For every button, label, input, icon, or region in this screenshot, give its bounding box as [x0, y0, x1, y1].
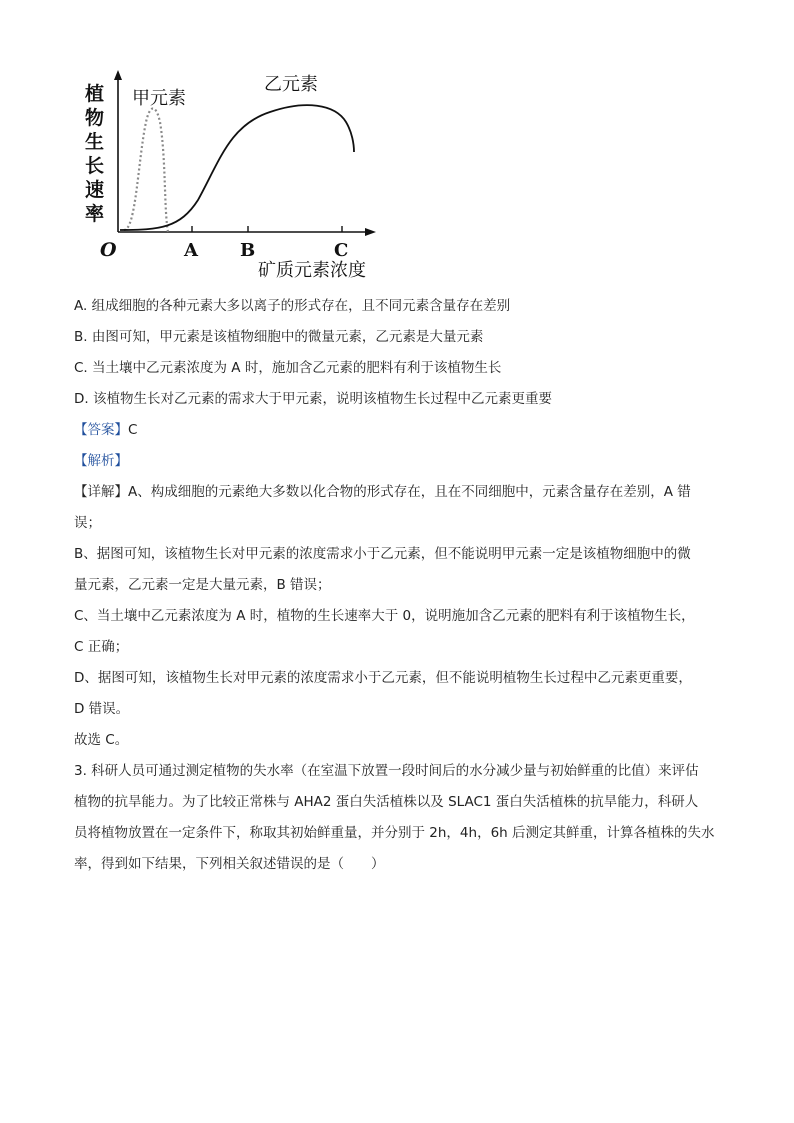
y-axis-arrow: [114, 70, 122, 80]
detail-p3-line1: C、当土壤中乙元素浓度为 A 时，植物的生长速率大于 0，说明施加含乙元素的肥料有利于该植物生长，: [74, 608, 695, 624]
series-yi-curve: [120, 105, 354, 230]
detail-tag: 【详解】: [74, 484, 128, 500]
question3-line1: 3. 科研人员可通过测定植物的失水率（在室温下放置一段时间后的水分减少量与初始鲜重的比值）来评估: [74, 763, 699, 779]
detail-p1-line2: 误；: [74, 515, 101, 531]
question3-line4: 率，得到如下结果，下列相关叙述错误的是（ ）: [74, 856, 385, 872]
detail-p4-line1: D、据图可知，该植物生长对甲元素的浓度需求小于乙元素，但不能说明植物生长过程中乙元素更重要，: [74, 670, 692, 686]
detail-p2-line1: B、据图可知，该植物生长对甲元素的浓度需求小于乙元素，但不能说明甲元素一定是该植物细胞中的微: [74, 546, 691, 562]
question3-line2: 植物的抗旱能力。为了比较正常株与 AHA2 蛋白失活植株以及 SLAC1 蛋白失活植株的抗旱能力，科研人: [74, 794, 699, 810]
analysis-tag: 【解析】: [74, 453, 128, 469]
y-label-char: 长: [85, 155, 105, 177]
answer-tag: 【答案】: [74, 422, 128, 438]
option-d: D. 该植物生长对乙元素的需求大于甲元素，说明该植物生长过程中乙元素更重要: [74, 391, 552, 407]
question3-line3: 员将植物放置在一定条件下，称取其初始鲜重量，并分别于 2h，4h，6h 后测定其鲜重，计算各植株的失水: [74, 825, 715, 841]
x-axis-arrow: [365, 228, 376, 236]
series-jia-curve: [124, 109, 168, 233]
detail-p4-line2: D 错误。: [74, 701, 130, 717]
y-label-char: 速: [85, 179, 105, 201]
option-c: C. 当土壤中乙元素浓度为 A 时，施加含乙元素的肥料有利于该植物生长: [74, 360, 502, 376]
y-label-char: 植: [85, 83, 105, 105]
detail-p3-line2: C 正确；: [74, 639, 129, 655]
series-yi-label: 乙元素: [264, 74, 318, 95]
option-a: A. 组成细胞的各种元素大多以离子的形式存在，且不同元素含量存在差别: [74, 298, 511, 314]
y-label-char: 生: [85, 131, 105, 153]
conclusion-line: 故选 C。: [74, 732, 129, 748]
tick-label-c: C: [334, 240, 349, 261]
answer-value: C: [128, 422, 138, 438]
detail-p2-line2: 量元素，乙元素一定是大量元素，B 错误；: [74, 577, 331, 593]
y-label-char: 物: [85, 107, 105, 129]
analysis-line: [74, 451, 128, 471]
detail-p1-text: A、构成细胞的元素绝大多数以化合物的形式存在，且在不同细胞中，元素含量存在差别，A 错: [128, 484, 691, 500]
tick-label-a: A: [184, 240, 198, 261]
growth-rate-figure: [80, 60, 400, 290]
tick-label-b: B: [240, 240, 256, 261]
option-b: B. 由图可知，甲元素是该植物细胞中的微量元素，乙元素是大量元素: [74, 329, 484, 345]
x-axis-label: 矿质元素浓度: [258, 260, 366, 281]
series-jia-label: 甲元素: [132, 88, 186, 109]
detail-p1-line1: [74, 482, 691, 502]
answer-line: [74, 420, 137, 440]
y-axis-label: [85, 82, 104, 225]
y-label-char: 率: [85, 203, 105, 225]
origin-label: O: [100, 239, 117, 261]
